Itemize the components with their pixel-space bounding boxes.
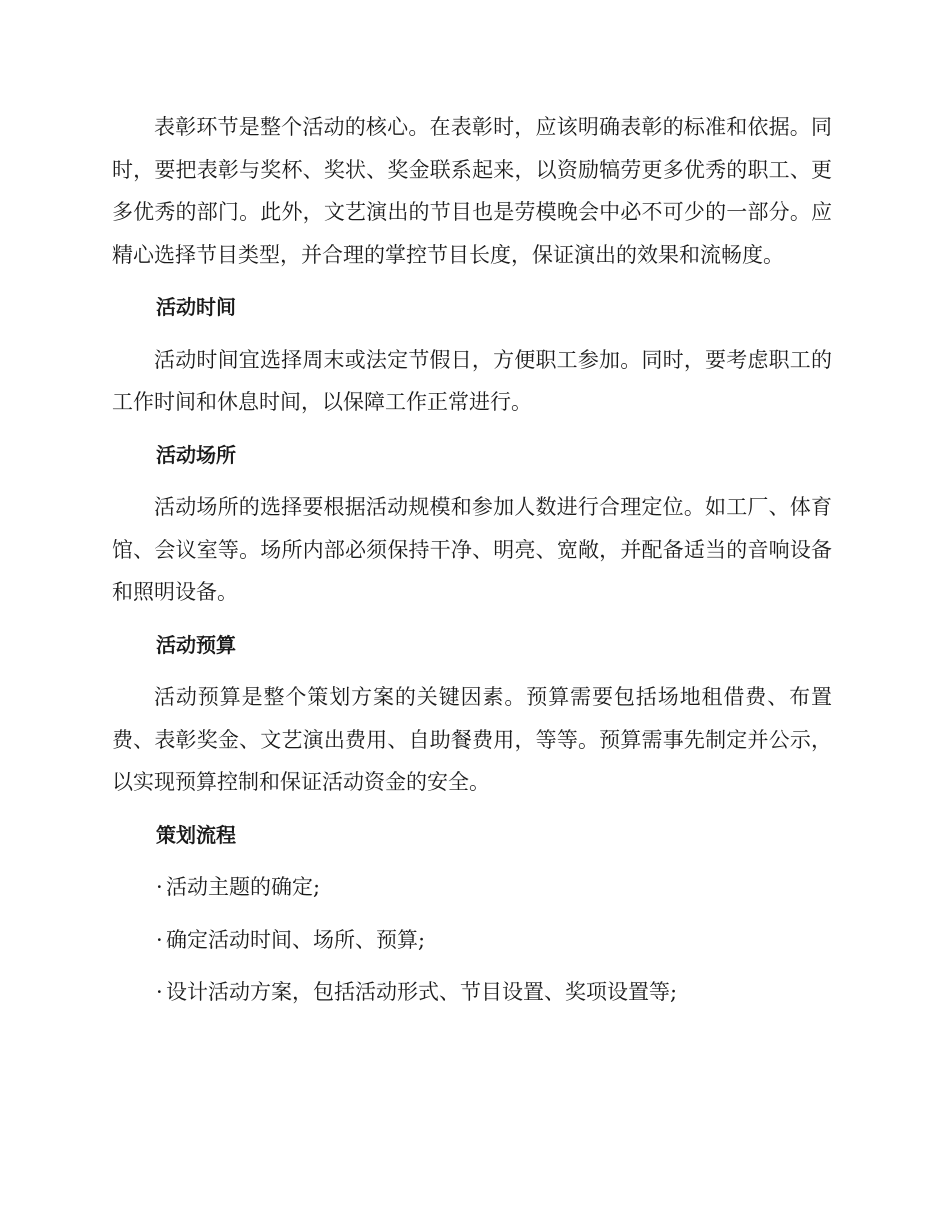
section-heading-venue: 活动场所	[156, 442, 236, 467]
list-item	[112, 971, 832, 1014]
section-body-budget: 活动预算是整个策划方案的关键因素。预算需要包括场地租借费、布置费、表彰奖金、文艺演出费用、自助餐费用，等等。预算需事先制定并公示，以实现预算控制和保证活动资金的安全。	[112, 685, 832, 794]
list-item-text: 确定活动时间、场所、预算;	[166, 927, 426, 952]
section-heading-budget: 活动预算	[156, 632, 236, 657]
list-item-text: 活动主题的确定;	[166, 875, 321, 899]
bullet-dot: ·	[156, 927, 163, 952]
bullet-dot: ·	[156, 980, 163, 1004]
bullet-dot: ·	[156, 875, 163, 899]
list-item-text: 设计活动方案，包括活动形式、节目设置、奖项设置等;	[166, 980, 678, 1004]
intro-paragraph: 表彰环节是整个活动的核心。在表彰时，应该明确表彰的标准和依据。同时，要把表彰与奖杯、奖状、奖金联系起来，以资励犒劳更多优秀的职工、更多优秀的部门。此外，文艺演出的节目也是劳模晚会中必不可少的一部分。应精心选择节目类型，并合理的掌控节目长度，保证演出的效果和流畅度。	[112, 115, 832, 267]
list-item	[112, 919, 832, 962]
section-body-venue: 活动场所的选择要根据活动规模和参加人数进行合理定位。如工厂、体育馆、会议室等。场所内部必须保持干净、明亮、宽敞，并配备适当的音响设备和照明设备。	[112, 495, 832, 604]
section-heading-time: 活动时间	[156, 295, 236, 319]
list-item	[112, 866, 832, 909]
section-heading-process: 策划流程	[156, 822, 236, 847]
section-body-time: 活动时间宜选择周末或法定节假日，方便职工参加。同时，要考虑职工的工作时间和休息时间，以保障工作正常进行。	[112, 347, 832, 414]
document-page	[112, 106, 832, 1024]
